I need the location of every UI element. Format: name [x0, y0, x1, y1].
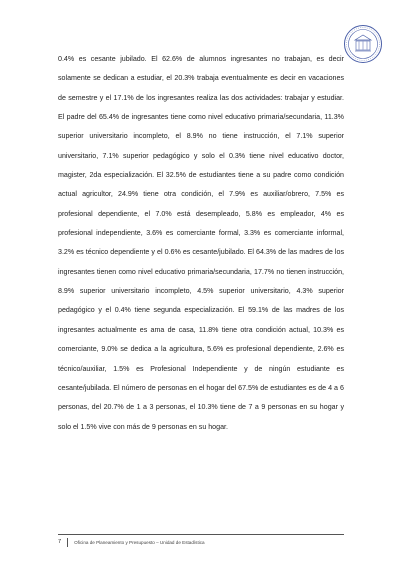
body-text [58, 50, 344, 437]
footer-text: Oficina de Planeamiento y Presupuesto – Unidad de Estadística [74, 540, 205, 545]
page-number: 7 [58, 538, 68, 547]
university-seal-icon [343, 24, 383, 64]
page-footer [58, 534, 344, 547]
body-paragraph: 0.4% es cesante jubilado. El 62.6% de alumnos ingresantes no trabajan, es decir solamente se dedican a estudiar, el 20.3% trabaja eventualmente es decir en vacaciones de semestre y el 17.1% de los ingresantes realiza las dos actividades: trabajar y estudiar. El padre del 65.4% de ingresantes tiene como nivel educativo primaria/secundaria, 11.3% superior universitario incompleto, el 8.9% no tiene instrucción, el 7.1% superior universitario, 7.1% superior pedagógico y solo el 0.3% tiene nivel educativo doctor, magister, 2da especialización. El 32.5% de estudiantes tiene a su padre como condición actual agricultor, 24.9% tiene otra condición, el 7.9% es auxiliar/obrero, 7.5% es profesional dependiente, el 7.0% está desempleado, 5.8% es empleador, 4% es profesional independiente, 3.6% es comerciante formal, 3.3% es comerciante informal, 3.2% es técnico dependiente y el 0.6% es cesante/jubilado. El 64.3% de las madres de los ingresantes tienen como nivel educativo primaria/secundaria, 17.7% no tienen instrucción, 8.9% superior universitario incompleto, 4.5% superior universitario, 4.3% superior pedagógico y el 0.4% tiene segunda especialización. El 59.1% de las madres de los ingresantes actualmente es ama de casa, 11.8% tiene otra condición actual, 10.3% es comerciante, 9.0% se dedica a la agricultura, 5.6% es profesional dependiente, 2.6% es técnico/auxiliar, 1.5% es Profesional Independiente y de ningún estudiante es cesante/jubilada. El número de personas en el hogar del 67.5% de estudiantes es de 4 a 6 personas, del 20.7% de 1 a 3 personas, el 10.3% tiene de 7 a 9 personas en su hogar y solo el 1.5% vive con más de 9 personas en su hogar. [58, 55, 344, 431]
